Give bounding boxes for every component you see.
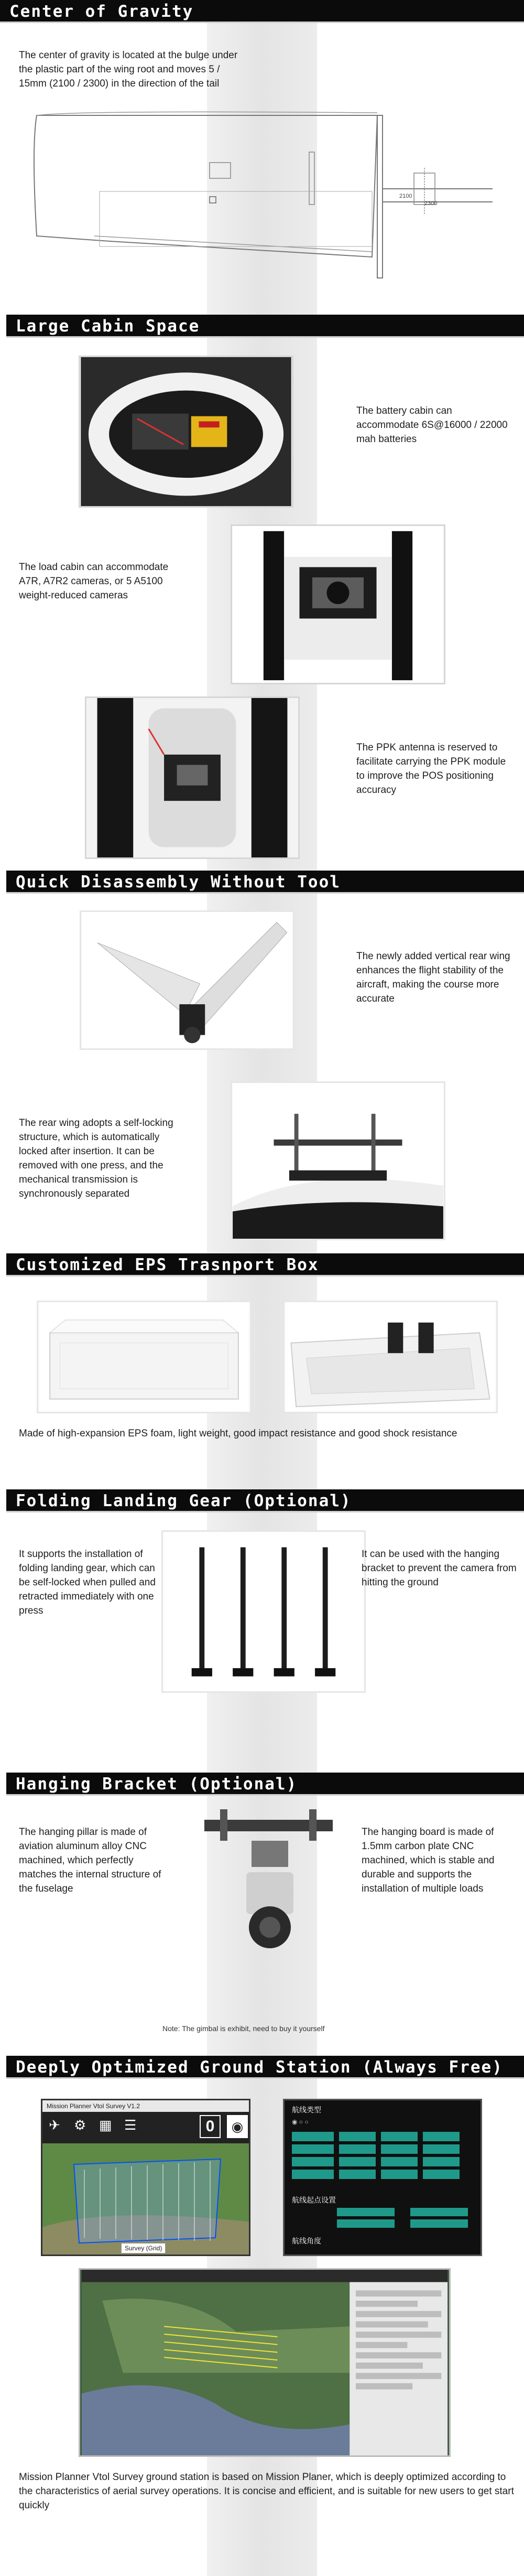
panel-radio-row[interactable] [292, 2117, 475, 2126]
section-large-cabin [0, 315, 524, 865]
section-title: Folding Landing Gear (Optional) [6, 1489, 524, 1512]
panel-section-start: 航线起点设置 [292, 2196, 336, 2204]
section-title: Quick Disassembly Without Tool [6, 871, 524, 894]
section-quick-disassembly [0, 871, 524, 1248]
vertical-wing-photo [80, 910, 294, 1050]
camera-icon[interactable]: ◉ [227, 2115, 248, 2138]
cog-description: The center of gravity is located at the bulge under the plastic part of the wing root and moves 5 / 15mm (2100 / 2300) in the direction of the tail [19, 50, 238, 89]
load-cabin-photo [231, 524, 445, 684]
route-settings-panel [283, 2099, 482, 2256]
load-cabin-text: The load cabin can accommodate A7R, A7R2 cameras, or 5 A5100 weight-reduced cameras [19, 562, 169, 601]
app-title: Mission Planner Vtol Survey V1.2 [47, 2102, 140, 2110]
ppk-antenna-photo [85, 696, 300, 859]
ppk-antenna-text: The PPK antenna is reserved to facilitate carrying the PPK module to improve the POS positioning accuracy [356, 742, 506, 796]
section-title: Large Cabin Space [6, 315, 524, 338]
wing-drawing [16, 84, 519, 304]
box-description: Made of high-expansion EPS foam, light weight, good impact resistance and good shock resistance [19, 1428, 457, 1439]
map-view[interactable] [42, 2143, 250, 2256]
ground-station-description: Mission Planner Vtol Survey ground station is based on Mission Planer, which is deeply optimized according to the characteristics of aerial survey operations. It is concise and efficient, and is suitable for new users to get start quickly [19, 2472, 514, 2511]
grid-icon[interactable]: ▦ [99, 2117, 112, 2133]
vertical-wing-text: The newly added vertical rear wing enhances the flight stability of the aircraft, making the course more accurate [356, 951, 510, 1004]
hanging-board-text: The hanging board is made of 1.5mm carbon plate CNC machined, which is stable and durable and supports the installation of multiple loads [362, 1827, 495, 1894]
panel-button-grid [292, 2132, 475, 2189]
battery-cabin-photo [79, 356, 293, 508]
radio-icon[interactable]: ◉ ○ ○ [292, 2118, 309, 2126]
landing-gear-photo [161, 1530, 366, 1693]
panel-title: 航线类型 [292, 2106, 321, 2114]
battery-cabin-text: The battery cabin can accommodate 6S@16000 / 22000 mah batteries [356, 405, 508, 445]
box-closed-photo [37, 1301, 252, 1413]
dimension-label-a: 2100 [399, 193, 412, 199]
counter-display: 0 [200, 2115, 221, 2138]
section-title: Deeply Optimized Ground Station (Always Free) [6, 2056, 524, 2079]
box-open-photo [283, 1301, 498, 1413]
section-title: Customized EPS Trasnport Box [6, 1253, 524, 1276]
section-center-of-gravity [0, 0, 524, 309]
landing-gear-left-text: It supports the installation of folding landing gear, which can be self-locked when pulled and retracted immediately with one press [19, 1549, 156, 1616]
gear-icon[interactable]: ⚙ [74, 2117, 86, 2133]
database-icon[interactable]: ☰ [124, 2117, 137, 2133]
survey-label: Survey (Grid) [121, 2243, 166, 2253]
panel-start-buttons[interactable] [337, 2208, 473, 2229]
app-title-bar [42, 2100, 249, 2112]
landing-gear-right-text: It can be used with the hanging bracket to prevent the camera from hitting the ground [362, 1549, 517, 1588]
hanging-bracket-photo [194, 1799, 343, 1961]
gimbal-note: Note: The gimbal is exhibit, need to buy it yourself [162, 2024, 325, 2033]
mission-planner-screenshot [79, 2268, 451, 2457]
section-title: Hanging Bracket (Optional) [6, 1773, 524, 1796]
dimension-label-b: 2300 [424, 200, 438, 207]
hanging-pillar-text: The hanging pillar is made of aviation aluminum alloy CNC machined, which perfectly matches the internal structure of the fuselage [19, 1827, 161, 1894]
self-locking-photo [231, 1081, 445, 1240]
self-locking-text: The rear wing adopts a self-locking structure, which is automatically locked after insertion. It can be removed with one press, and the mechanical transmission is synchronously separated [19, 1118, 173, 1199]
app-survey-screenshot [41, 2099, 250, 2256]
wing-outline-icon [16, 84, 519, 304]
section-hanging-bracket [0, 1773, 524, 2051]
section-landing-gear [0, 1489, 524, 1767]
panel-section-angle: 航线角度 [292, 2237, 321, 2245]
plane-icon[interactable]: ✈ [49, 2117, 60, 2133]
app-toolbar [42, 2112, 249, 2143]
section-title: Center of Gravity [0, 0, 524, 23]
section-ground-station [0, 2056, 524, 2576]
section-transport-box [0, 1253, 524, 1484]
